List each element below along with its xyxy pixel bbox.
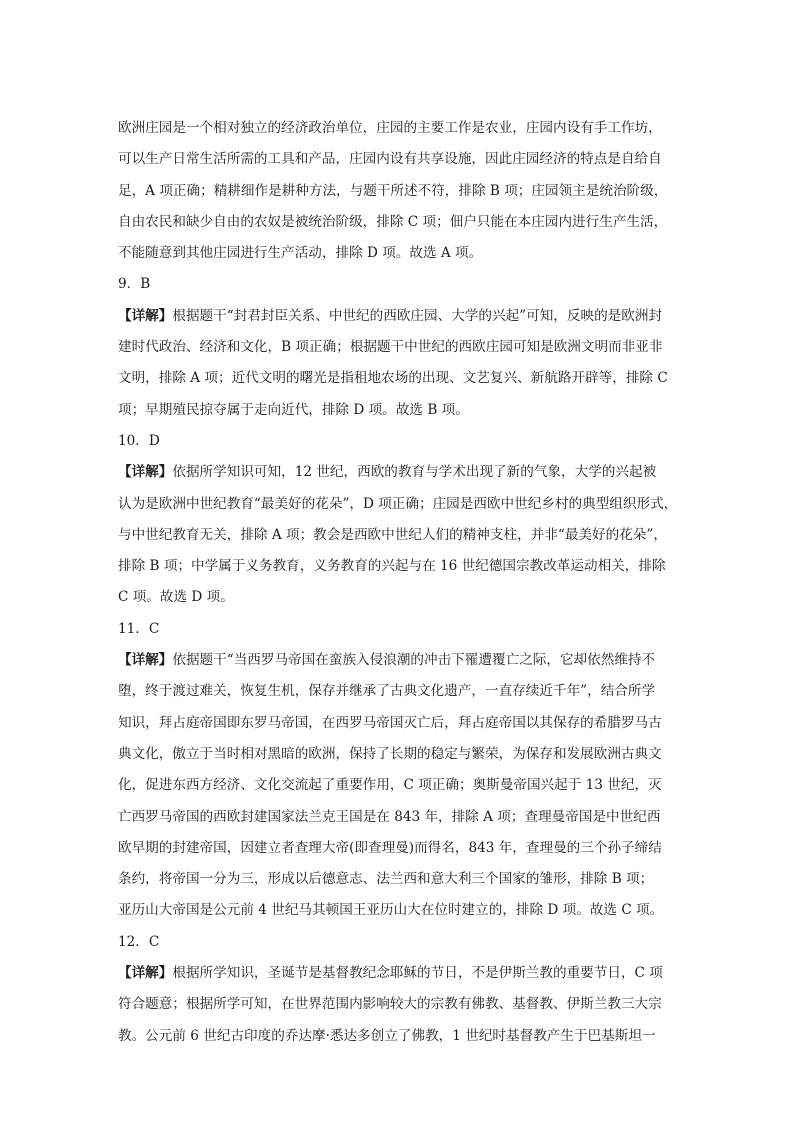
line-text: 项；早期殖民掠夺属于走向近代，排除 D 项。故选 B 项。 [118,401,469,418]
text-line [118,395,678,426]
line-text: 亚历山大帝国是公元前 4 世纪马其顿国王亚历山大在位时建立的，排除 D 项。故选 C 项。 [118,902,664,919]
text-line [118,864,678,895]
text-line [118,770,678,801]
line-text: 可以生产日常生活所需的工具和产品，庄园内设有共享设施，因此庄园经济的特点是自给自 [118,151,662,168]
text-line [118,489,678,520]
text-line [118,520,678,551]
text-line [118,739,678,770]
text-line [118,269,678,300]
explanation-tag: 【详解】 [118,307,173,324]
line-text: 依据题干“当西罗马帝国在蛮族入侵浪潮的冲击下罹遭覆亡之际，它却依然维持不 [172,652,656,669]
line-text: 欧早期的封建帝国，因建立者查理大帝(即查理曼)而得名，843 年，查理曼的三个孙子缔结 [118,839,662,856]
text-line [118,582,678,613]
line-text: 典文化，傲立于当时相对黑暗的欧洲，保持了长期的稳定与繁荣，为保存和发展欧洲古典文 [118,745,662,762]
text-line [118,895,678,926]
line-text: 9．B [118,276,151,293]
line-text: 与中世纪教育无关，排除 A 项；教会是西欧中世纪人们的精神支柱，并非“最美好的花朵”， [118,526,667,543]
line-text: 足，A 项正确；精耕细作是耕种方法，与题干所述不符，排除 B 项；庄园领主是统治阶级， [118,182,668,199]
line-text: 堕，终于渡过难关，恢复生机，保存并继承了古典文化遗产，一直存续近千年”，结合所学 [118,683,656,700]
line-text: 根据题干“封君封臣关系、中世纪的西欧庄园、大学的兴起”可知，反映的是欧洲封 [172,307,663,324]
line-text: 认为是欧洲中世纪教育“最美好的花朵”，D 项正确；庄园是西欧中世纪乡村的典型组织形式， [118,495,678,512]
text-line [118,676,678,707]
text-line [118,927,678,958]
line-text: 知识，拜占庭帝国即东罗马帝国，在西罗马帝国灭亡后，拜占庭帝国以其保存的希腊罗马古 [118,714,662,731]
line-text: 条约，将帝国一分为三，形成以后德意志、法兰西和意大利三个国家的雏形，排除 B 项； [118,871,654,888]
text-line [118,551,678,582]
text-line [118,802,678,833]
line-text: 化，促进东西方经济、文化交流起了重要作用，C 项正确；奥斯曼帝国兴起于 13 世纪，灭 [118,777,662,794]
line-text: 根据所学知识，圣诞节是基督教纪念耶稣的节日，不是伊斯兰教的重要节日，C 项 [172,965,663,982]
line-text: 排除 B 项；中学属于义务教育，义务教育的兴起与在 16 世纪德国宗教改革运动相关，排除 [118,558,666,575]
text-line [118,614,678,645]
text-line [118,958,678,989]
line-text: 教。公元前 6 世纪古印度的乔达摩·悉达多创立了佛教，1 世纪时基督教产生于巴基斯坦一 [118,1027,656,1044]
text-line [118,176,678,207]
text-line [118,301,678,332]
line-text: 12．C [118,933,160,950]
text-line [118,989,678,1020]
text-line [118,207,678,238]
line-text: 10．D [118,432,160,449]
line-text: 欧洲庄园是一个相对独立的经济政治单位，庄园的主要工作是农业，庄园内设有手工作坊， [118,120,662,136]
text-line [118,363,678,394]
line-text: 不能随意到其他庄园进行生产活动，排除 D 项。故选 A 项。 [118,245,483,262]
text-line [118,708,678,739]
explanation-tag: 【详解】 [118,464,173,481]
line-text: 依据所学知识可知，12 世纪，西欧的教育与学术出现了新的气象，大学的兴起被 [172,464,657,481]
text-line [118,645,678,676]
line-text: 文明，排除 A 项；近代文明的曙光是指租地农场的出现、文艺复兴、新航路开辟等，排除 C [118,370,668,387]
text-line [118,332,678,363]
text-line [118,113,678,144]
line-text: 11．C [118,620,160,637]
answer-text-body [118,113,678,1052]
text-line [118,144,678,175]
text-line [118,457,678,488]
line-text: 符合题意；根据所学可知，在世界范围内影响较大的宗教有佛教、基督教、伊斯兰教三大宗 [118,996,662,1013]
line-text: C 项。故选 D 项。 [118,589,234,606]
line-text: 自由农民和缺少自由的农奴是被统治阶级，排除 C 项；佃户只能在本庄园内进行生产生活， [118,213,668,230]
text-line [118,238,678,269]
explanation-tag: 【详解】 [118,652,173,669]
line-text: 建时代政治、经济和文化，B 项正确；根据题干中世纪的西欧庄园可知是欧洲文明而非亚非 [118,339,663,356]
line-text: 亡西罗马帝国的西欧封建国家法兰克王国是在 843 年，排除 A 项；查理曼帝国是中世纪西 [118,808,661,825]
explanation-tag: 【详解】 [118,965,173,982]
text-line [118,833,678,864]
text-line [118,1021,678,1052]
text-line [118,426,678,457]
